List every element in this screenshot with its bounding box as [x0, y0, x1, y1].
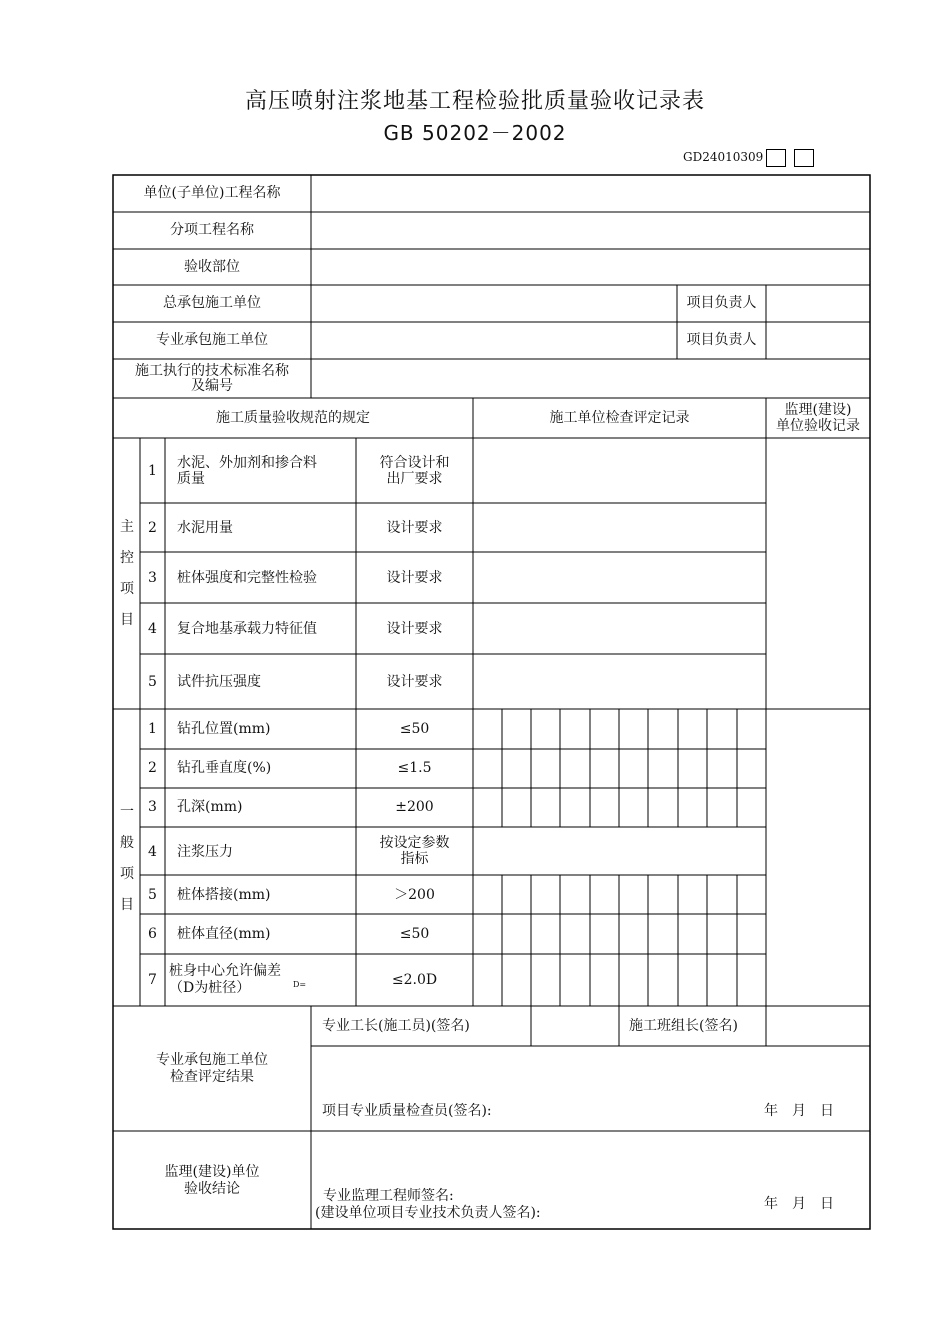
main-control-label-2: 控	[120, 550, 134, 566]
gen-item-no-5: 5	[148, 887, 157, 903]
main-item-name-1a: 水泥、外加剂和掺合料	[177, 455, 317, 471]
main-item-name-2: 水泥用量	[177, 520, 233, 536]
label-general-contractor: 总承包施工单位	[163, 295, 261, 311]
main-item-name-3: 桩体强度和完整性检验	[177, 570, 317, 586]
gen-item-name-2: 钻孔垂直度(%)	[177, 760, 272, 776]
input-manager-2[interactable]	[767, 323, 869, 358]
input-standard-name[interactable]	[312, 360, 869, 397]
gen-item-req-6: ≤50	[399, 926, 430, 942]
main-item-no-5: 5	[148, 674, 157, 690]
general-label-1: 一	[120, 804, 134, 820]
form-title: 高压喷射注浆地基工程检验批质量验收记录表	[244, 89, 705, 114]
gen-item-req-3: ±200	[395, 799, 434, 815]
gen-item-no-1: 1	[148, 721, 157, 737]
supervision-result-label-2: 验收结论	[184, 1181, 240, 1197]
label-project-manager-1: 项目负责人	[686, 295, 757, 311]
col-supervision-2: 单位验收记录	[776, 418, 860, 434]
main-item-req-1b: 出厂要求	[386, 471, 443, 487]
main-item-name-5: 试件抗压强度	[177, 674, 261, 690]
general-label-3: 项	[120, 866, 134, 882]
supervision-result-label-1: 监理(建设)单位	[164, 1164, 260, 1180]
main-item-no-2: 2	[148, 520, 157, 536]
col-spec: 施工质量验收规范的规定	[216, 410, 370, 426]
main-item-req-4: 设计要求	[386, 621, 443, 637]
gen-item-no-2: 2	[148, 760, 157, 776]
label-standard-name-1: 施工执行的技术标准名称	[135, 363, 289, 379]
inspector-signature-label: 项目专业质量检查员(签名):	[322, 1103, 492, 1119]
gen-item-req-2: ≤1.5	[397, 760, 432, 776]
input-manager-1[interactable]	[767, 286, 869, 321]
owner-representative-label: (建设单位项目专业技术负责人签名):	[315, 1205, 541, 1221]
gen-item-name-4: 注浆压力	[177, 844, 233, 860]
general-label-4: 目	[120, 897, 134, 913]
input-unit-project[interactable]	[312, 176, 869, 211]
main-item-req-1a: 符合设计和	[379, 455, 450, 471]
gen-item-name-1: 钻孔位置(mm)	[177, 721, 271, 737]
general-label-2: 般	[120, 835, 134, 851]
gen-item-no-3: 3	[148, 799, 157, 815]
team-leader-signature-label: 施工班组长(签名)	[629, 1018, 738, 1034]
gen-item-name-7a: 桩身中心允许偏差	[169, 963, 281, 979]
gen-item-req-4a: 按设定参数	[379, 835, 450, 851]
main-control-label-4: 目	[120, 612, 134, 628]
gen-item-no-4: 4	[148, 844, 157, 860]
main-item-req-5: 设计要求	[386, 674, 443, 690]
label-standard-name-2: 及编号	[191, 378, 233, 394]
col-supervision-1: 监理(建设)	[784, 402, 852, 418]
input-general-contractor[interactable]	[312, 286, 676, 321]
label-unit-project: 单位(子单位)工程名称	[143, 185, 281, 201]
main-control-label-3: 项	[120, 581, 134, 597]
form-code: GD24010309	[683, 150, 764, 164]
gen-item-name-6: 桩体直径(mm)	[177, 926, 271, 942]
team-leader-signature-field[interactable]	[767, 1007, 869, 1045]
gen-item-name-7b: （D为桩径）	[169, 980, 251, 996]
label-project-manager-2: 项目负责人	[686, 332, 757, 348]
label-acceptance-part: 验收部位	[184, 259, 240, 275]
supervision-engineer-label: 专业监理工程师签名:	[323, 1188, 454, 1204]
foreman-signature-field[interactable]	[532, 1007, 618, 1045]
main-item-no-4: 4	[148, 621, 157, 637]
gen-item-req-4b: 指标	[400, 851, 429, 867]
gen-item-no-7: 7	[148, 972, 157, 988]
main-item-name-1b: 质量	[177, 471, 205, 487]
main-item-no-1: 1	[148, 463, 157, 479]
supervision-date: 年 月 日	[764, 1196, 834, 1212]
main-control-label-1: 主	[120, 519, 134, 535]
contractor-result-label-1: 专业承包施工单位	[156, 1052, 268, 1068]
contractor-date: 年 月 日	[764, 1103, 834, 1119]
foreman-signature-label: 专业工长(施工员)(签名)	[322, 1018, 470, 1034]
label-sub-project: 分项工程名称	[170, 222, 254, 238]
standard-number: GB 50202－2002	[383, 121, 567, 145]
input-acceptance-part[interactable]	[312, 250, 869, 284]
gen-item-no-6: 6	[148, 926, 157, 942]
gen-item-name-3: 孔深(mm)	[177, 799, 243, 815]
contractor-result-label-2: 检查评定结果	[170, 1069, 254, 1085]
input-specialty-contractor[interactable]	[312, 323, 676, 358]
label-specialty-contractor: 专业承包施工单位	[156, 332, 268, 348]
gen-item-req-5: ＞200	[394, 887, 435, 903]
main-item-no-3: 3	[148, 570, 157, 586]
gen-item-req-7: ≤2.0D	[391, 972, 438, 988]
input-sub-project[interactable]	[312, 213, 869, 248]
gen-item-req-1: ≤50	[399, 721, 430, 737]
gen-item-note-7: D=	[293, 980, 307, 989]
main-item-name-4: 复合地基承载力特征值	[177, 621, 317, 637]
main-item-req-3: 设计要求	[386, 570, 443, 586]
main-item-req-2: 设计要求	[386, 520, 443, 536]
col-check-record: 施工单位检查评定记录	[549, 410, 690, 426]
gen-item-name-5: 桩体搭接(mm)	[177, 887, 271, 903]
